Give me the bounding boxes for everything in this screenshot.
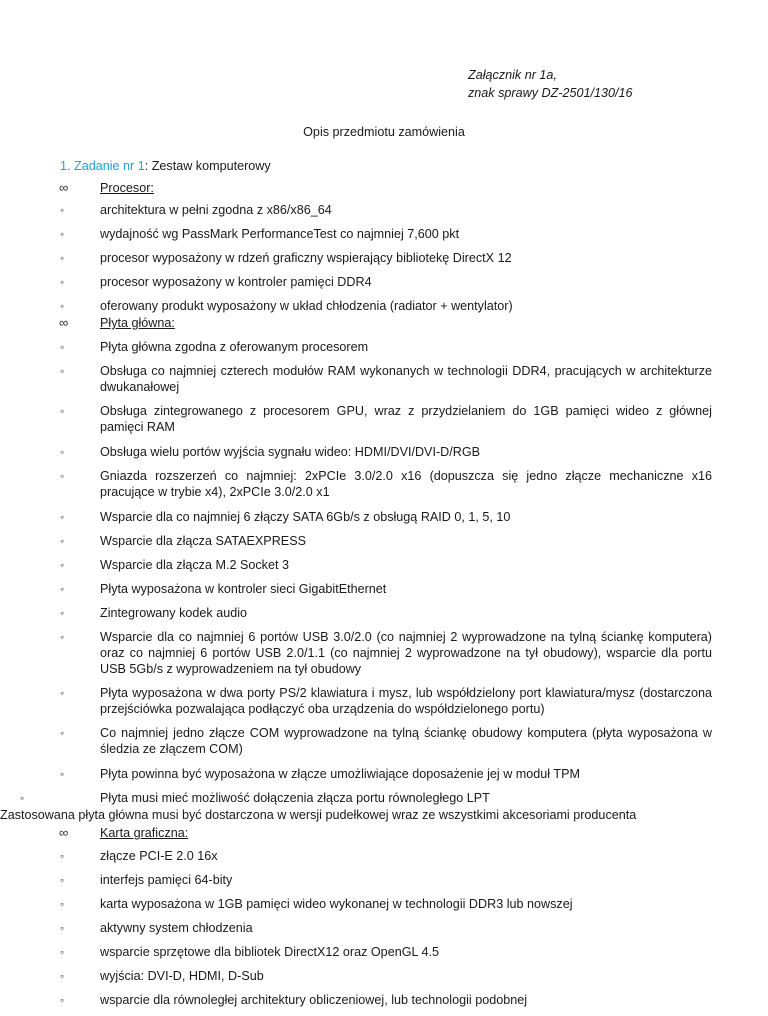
list-item: ◦ architektura w pełni zgodna z x86/x86_64 xyxy=(60,203,332,217)
infinity-bullet-icon: ∞ xyxy=(59,315,69,330)
circle-bullet-icon: ◦ xyxy=(60,227,65,241)
list-item: ◦ interfejs pamięci 64-bity xyxy=(60,873,233,887)
list-item: ◦ Wsparcie dla złącza M.2 Socket 3 xyxy=(60,558,289,572)
circle-bullet-icon: ◦ xyxy=(60,445,65,459)
circle-bullet-icon: ◦ xyxy=(60,945,65,959)
circle-bullet-icon: ◦ xyxy=(60,726,65,740)
section-heading-graphics-card: ∞ Karta graficzna: xyxy=(59,825,189,840)
motherboard-note: Zastosowana płyta główna musi być dostarczona w wersji pudełkowej wraz ze wszystkimi akcesoriami producenta xyxy=(0,808,637,822)
circle-bullet-icon: ◦ xyxy=(60,510,65,524)
list-item: ◦ Płyta wyposażona w kontroler sieci GigabitEthernet xyxy=(60,582,387,596)
list-item: ◦ Płyta wyposażona w dwa porty PS/2 klawiatura i mysz, lub współdzielony port klawiatura/mysz (dostarczona przejściówka pozwalająca podłączyć oba urządzenia do współdzielonego portu) xyxy=(60,686,712,716)
circle-bullet-icon: ◦ xyxy=(60,203,65,217)
section-heading-processor: ∞ Procesor: xyxy=(59,180,154,195)
list-item: ◦ złącze PCI-E 2.0 16x xyxy=(60,849,218,863)
circle-bullet-icon: ◦ xyxy=(60,251,65,265)
list-item: ◦ Obsługa wielu portów wyjścia sygnału wideo: HDMI/DVI/DVI-D/RGB xyxy=(60,445,481,459)
section-heading-motherboard: ∞ Płyta główna: xyxy=(59,315,175,330)
list-item: ◦ procesor wyposażony w rdzeń graficzny wspierający bibliotekę DirectX 12 xyxy=(60,251,512,265)
circle-bullet-icon: ◦ xyxy=(60,558,65,572)
circle-bullet-icon: ◦ xyxy=(60,606,65,620)
list-item: ◦ Co najmniej jedno złącze COM wyprowadzone na tylną ściankę obudowy komputera (płyta wyposażona w śledzia ze złączem COM) xyxy=(60,726,712,756)
circle-bullet-icon: ◦ xyxy=(60,534,65,548)
circle-bullet-icon: ◦ xyxy=(60,921,65,935)
circle-bullet-icon: ◦ xyxy=(60,299,65,313)
list-item: ◦ Obsługa co najmniej czterech modułów RAM wykonanych w technologii DDR4, pracujących w architekturze dwukanałowej xyxy=(60,364,712,394)
specification-content xyxy=(0,180,712,1016)
annex-number: Załącznik nr 1a, xyxy=(468,68,557,82)
task-number: 1. Zadanie nr 1 xyxy=(60,159,145,173)
list-item: ◦ wsparcie dla równoległej architektury obliczeniowej, lub technologii podobnej xyxy=(60,993,528,1007)
list-item: ◦ Płyta główna zgodna z oferowanym procesorem xyxy=(60,340,369,354)
list-item: ◦ Zintegrowany kodek audio xyxy=(60,606,248,620)
annex-header xyxy=(468,66,633,102)
list-item: ◦ wsparcie sprzętowe dla bibliotek DirectX12 oraz OpenGL 4.5 xyxy=(60,945,440,959)
circle-bullet-icon: ◦ xyxy=(60,686,65,700)
list-item: ◦ Płyta musi mieć możliwość dołączenia złącza portu równoległego LPT xyxy=(20,791,490,805)
list-item: ◦ wydajność wg PassMark PerformanceTest co najmniej 7,600 pkt xyxy=(60,227,460,241)
list-item: ◦ Płyta powinna być wyposażona w złącze umożliwiające doposażenie jej w moduł TPM xyxy=(60,767,580,781)
circle-bullet-icon: ◦ xyxy=(60,849,65,863)
list-item: ◦ wyjścia: DVI-D, HDMI, D-Sub xyxy=(60,969,264,983)
list-item: ◦ Wsparcie dla co najmniej 6 złączy SATA 6Gb/s z obsługą RAID 0, 1, 5, 10 xyxy=(60,510,511,524)
list-item: ◦ karta wyposażona w 1GB pamięci wideo wykonanej w technologii DDR3 lub nowszej xyxy=(60,897,573,911)
task-label: : Zestaw komputerowy xyxy=(144,159,271,173)
case-reference: znak sprawy DZ-2501/130/16 xyxy=(468,86,633,100)
circle-bullet-icon: ◦ xyxy=(60,993,65,1007)
circle-bullet-icon: ◦ xyxy=(60,897,65,911)
infinity-bullet-icon: ∞ xyxy=(59,180,69,195)
list-item: ◦ aktywny system chłodzenia xyxy=(60,921,253,935)
circle-bullet-icon: ◦ xyxy=(60,873,65,887)
circle-bullet-icon: ◦ xyxy=(60,469,65,483)
list-item: ◦ Gniazda rozszerzeń co najmniej: 2xPCIe 3.0/2.0 x16 (dopuszcza się jedno złącze mechaniczne x16 pracujące w trybie x4), 2xPCIe 3.0/2.0 x1 xyxy=(60,469,712,499)
circle-bullet-icon: ◦ xyxy=(60,275,65,289)
list-item: ◦ oferowany produkt wyposażony w układ chłodzenia (radiator + wentylator) xyxy=(60,299,513,313)
circle-bullet-icon: ◦ xyxy=(60,630,65,644)
list-item: ◦ Wsparcie dla co najmniej 6 portów USB 3.0/2.0 (co najmniej 2 wyprowadzone na tylną ściankę komputera) oraz co najmniej 6 portów USB 2.0/1.1 (co najmniej 2 wyprowadzone na tył obudowy), wsparcie dla portu USB 5Gb/s z wyprowadzeniem na tył obudowy xyxy=(60,630,712,676)
circle-bullet-icon: ◦ xyxy=(60,404,65,418)
document-title: Opis przedmiotu zamówienia xyxy=(303,125,465,139)
circle-bullet-icon: ◦ xyxy=(60,767,65,781)
circle-bullet-icon: ◦ xyxy=(20,791,25,805)
circle-bullet-icon: ◦ xyxy=(60,582,65,596)
list-item: ◦ procesor wyposażony w kontroler pamięci DDR4 xyxy=(60,275,372,289)
list-item: ◦ Obsługa zintegrowanego z procesorem GPU, wraz z przydzielaniem do 1GB pamięci wideo z głównej pamięci RAM xyxy=(60,404,712,434)
list-item: ◦ Wsparcie dla złącza SATAEXPRESS xyxy=(60,534,307,548)
circle-bullet-icon: ◦ xyxy=(60,969,65,983)
circle-bullet-icon: ◦ xyxy=(60,340,65,354)
circle-bullet-icon: ◦ xyxy=(60,364,65,378)
task-heading xyxy=(60,158,271,174)
infinity-bullet-icon: ∞ xyxy=(59,825,69,840)
